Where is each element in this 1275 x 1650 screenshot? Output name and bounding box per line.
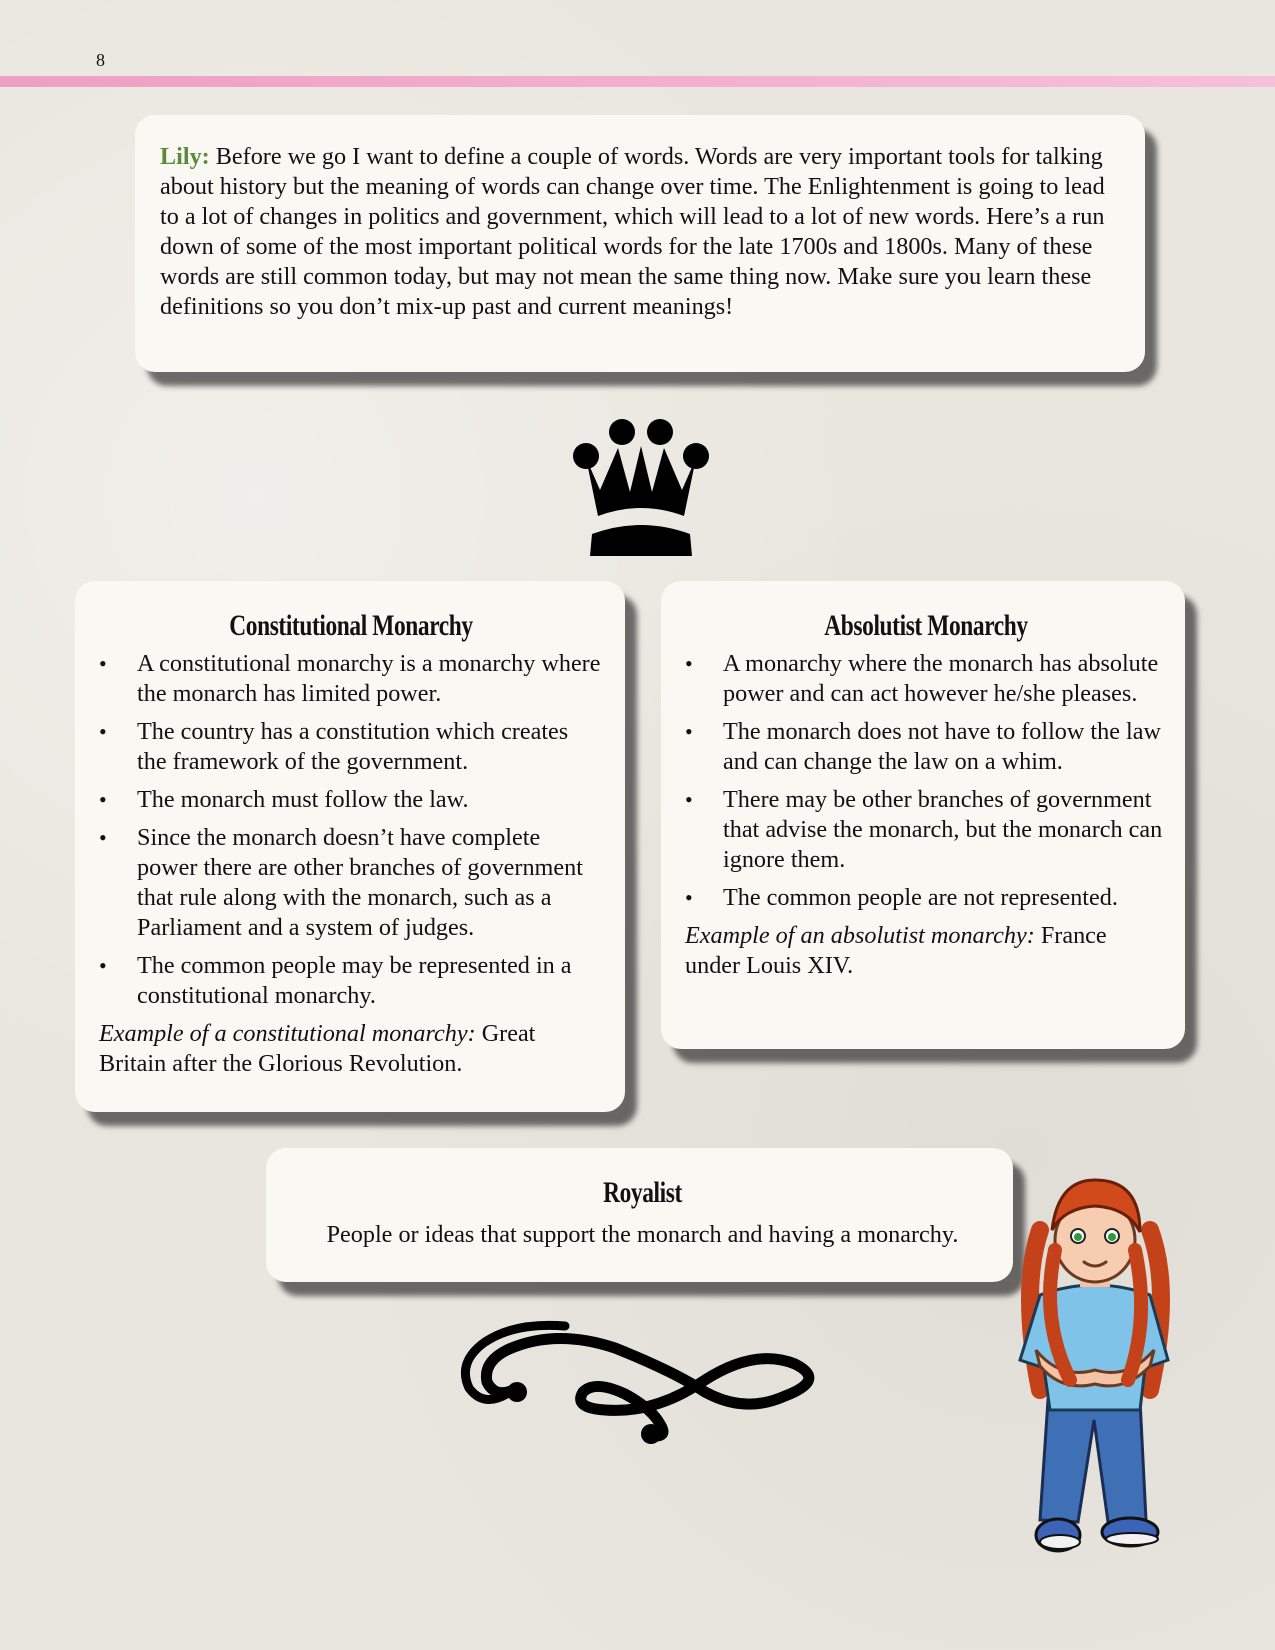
absolutist-monarchy-card: [661, 581, 1185, 1049]
absolutist-bullet-list: [685, 649, 1167, 913]
list-item: • The common people are not represented.: [685, 883, 1167, 913]
intro-text: Before we go I want to define a couple of words. Words are very important tools for talking about history but the meaning of words can change over time. The Enlightenment is going to lead to a lot of changes in politics and government, which will lead to a lot of new words. Here’s a run down of some of the most important political words for the late 1700s and 1800s. Many of these words are still common today, but may not mean the same thing now. Make sure you learn these definitions so you don’t mix-up past and current meanings!: [160, 143, 1105, 320]
constitutional-monarchy-title: Constitutional Monarchy: [229, 609, 473, 642]
list-item: • The country has a constitution which creates the framework of the government.: [99, 717, 603, 777]
list-item: • There may be other branches of government that advise the monarch, but the monarch can ignore them.: [685, 785, 1167, 875]
royalist-definition: People or ideas that support the monarch and having a monarchy.: [326, 1221, 959, 1248]
list-item: • The monarch does not have to follow the law and can change the law on a whim.: [685, 717, 1167, 777]
list-item: • Since the monarch doesn’t have complete power there are other branches of government that rule along with the monarch, such as a Parliament and a system of judges.: [99, 823, 603, 943]
list-item: • The monarch must follow the law.: [99, 785, 603, 815]
absolutist-example: [685, 921, 1167, 981]
constitutional-example: [99, 1019, 603, 1079]
absolutist-monarchy-title: Absolutist Monarchy: [824, 609, 1028, 642]
example-text: France under Louis XIV.: [685, 922, 1107, 979]
page-number: 8: [96, 50, 105, 70]
example-lead: Example of a constitutional monarchy:: [99, 1020, 476, 1047]
crown-icon: [570, 418, 712, 558]
intro-card: [135, 115, 1145, 372]
example-lead: Example of an absolutist monarchy:: [685, 922, 1035, 949]
list-item: • A monarchy where the monarch has absolute power and can act however he/she pleases.: [685, 649, 1167, 709]
constitutional-monarchy-card: [75, 581, 625, 1112]
list-item: • The common people may be represented in a constitutional monarchy.: [99, 951, 603, 1011]
speaker-label: Lily:: [160, 143, 210, 170]
royalist-title: Royalist: [603, 1176, 682, 1209]
royalist-card: [266, 1148, 1013, 1282]
example-text: Great Britain after the Glorious Revolution.: [99, 1020, 536, 1077]
lily-character: [1000, 1170, 1190, 1580]
header-accent-bar: [0, 76, 1275, 87]
constitutional-bullet-list: [99, 649, 603, 1011]
list-item: • A constitutional monarchy is a monarchy where the monarch has limited power.: [99, 649, 603, 709]
flourish-ornament: [455, 1318, 835, 1448]
